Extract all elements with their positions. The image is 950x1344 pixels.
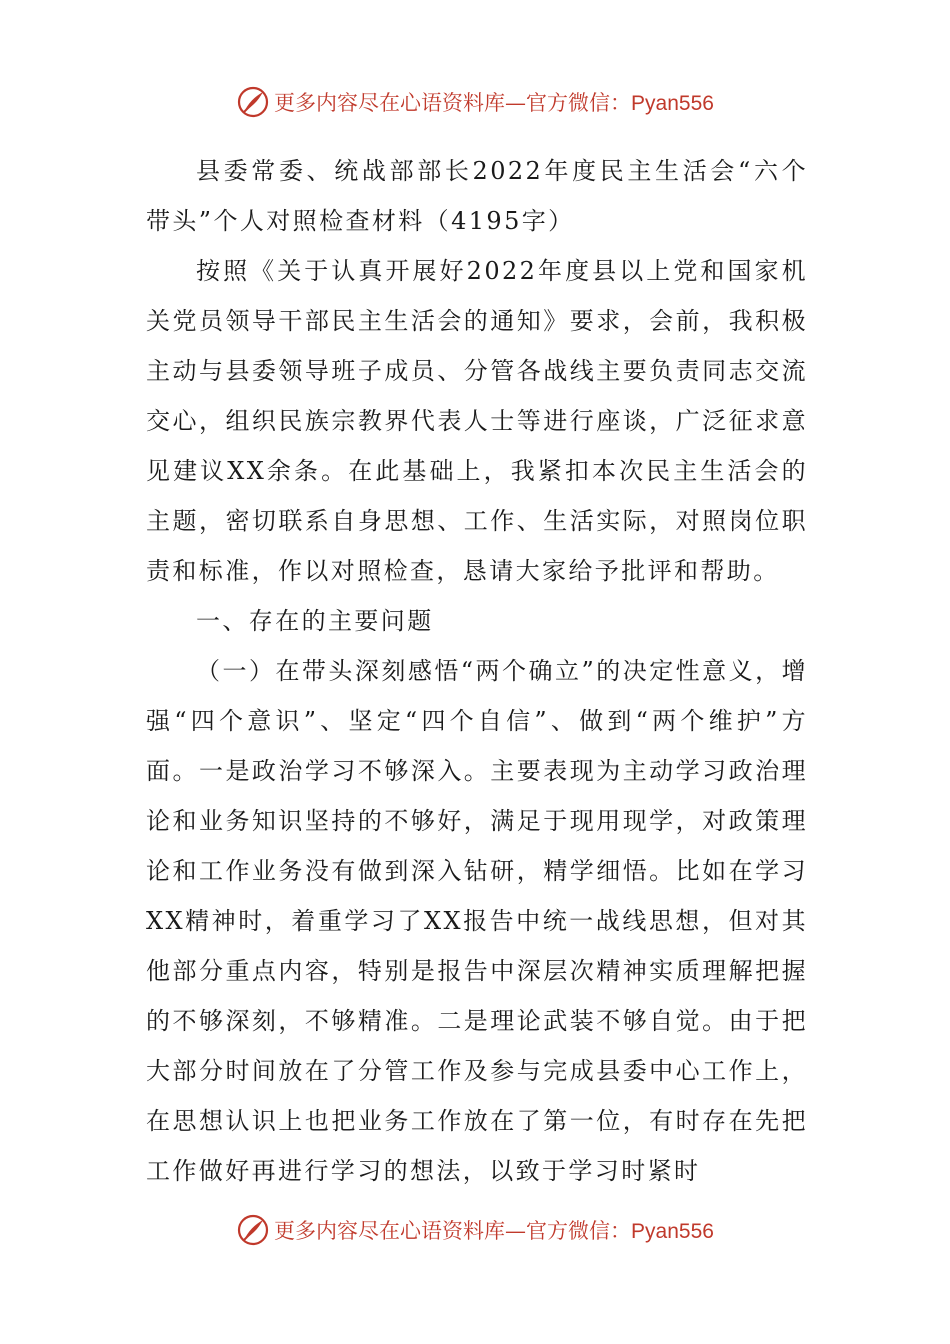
- section-heading-1: 一、存在的主要问题: [196, 607, 434, 635]
- watermark-wechat-id: Pyan556: [631, 92, 714, 115]
- intro-paragraph: 按照《关于认真开展好2022年度县以上党和国家机关党员领导干部民主生活会的通知》要求，会前，我积极主动与县委领导班子成员、分管各战线主要负责同志交流交心，组织民族宗教界代表人士等进行座谈，广泛征求意见建议XX余条。在此基础上，我紧扣本次民主生活会的主题，密切联系自身思想、工作、生活实际，对照岗位职责和标准，作以对照检查，恳请大家给予批评和帮助。: [146, 257, 808, 585]
- watermark-banner-top: [0, 82, 950, 122]
- watermark-banner-bottom: [0, 1210, 950, 1250]
- section-paragraph-1-1: （一）在带头深刻感悟“两个确立”的决定性意义，增强“四个意识”、坚定“四个自信”、做到“两个维护”方面。一是政治学习不够深入。主要表现为主动学习政治理论和业务知识坚持的不够好，满足于现用现学，对政策理论和工作业务没有做到深入钻研，精学细悟。比如在学习XX精神时，着重学习了XX报告中统一战线思想，但对其他部分重点内容，特别是报告中深层次精神实质理解把握的不够深刻，不够精准。二是理论武装不够自觉。由于把大部分时间放在了分管工作及参与完成县委中心工作上，在思想认识上也把业务工作放在了第一位，有时存在先把工作做好再进行学习的想法，以致于学习时紧时: [146, 657, 808, 1185]
- document-body: [146, 146, 808, 1196]
- watermark-wechat-id: Pyan556: [631, 1220, 714, 1243]
- watermark-text: 更多内容尽在心语资料库—官方微信：: [274, 1219, 632, 1243]
- document-title: 县委常委、统战部部长2022年度民主生活会“六个带头”个人对照检查材料（4195字）: [146, 157, 808, 235]
- quill-pen-logo-icon: [236, 1213, 270, 1247]
- watermark-text: 更多内容尽在心语资料库—官方微信：: [274, 91, 632, 115]
- quill-pen-logo-icon: [236, 85, 270, 119]
